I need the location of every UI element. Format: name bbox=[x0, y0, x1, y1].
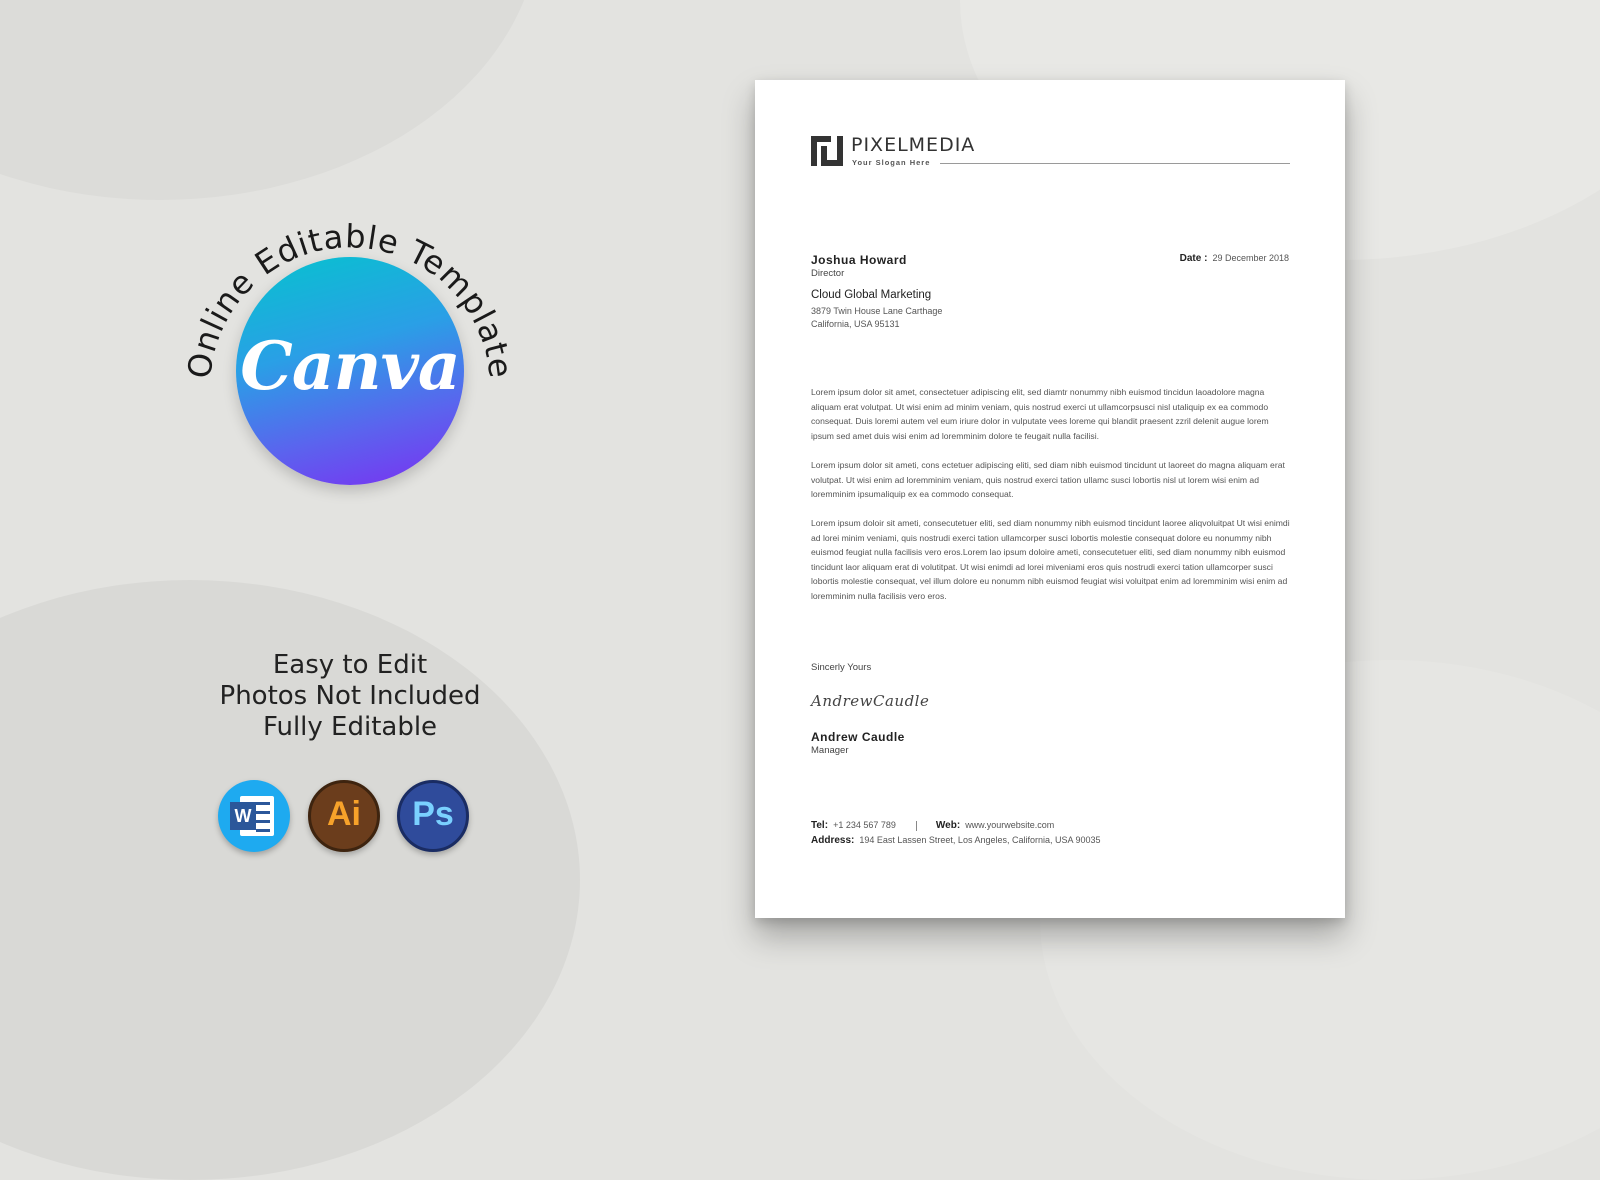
feature-list bbox=[180, 650, 520, 743]
background-shape bbox=[0, 0, 540, 200]
photoshop-icon-label: Ps bbox=[412, 795, 454, 833]
canva-wordmark: Canva bbox=[240, 327, 460, 405]
recipient-company: Cloud Global Marketing bbox=[811, 289, 932, 301]
header-divider bbox=[940, 163, 1290, 164]
recipient-address-line: California, USA 95131 bbox=[811, 319, 900, 329]
brand-slogan: Your Slogan Here bbox=[852, 158, 931, 167]
feature-item: Fully Editable bbox=[262, 712, 438, 742]
signature: AndrewCaudle bbox=[811, 692, 930, 710]
web-value: www.yourwebsite.com bbox=[965, 820, 1055, 830]
canva-badge bbox=[180, 205, 520, 545]
recipient-name: Joshua Howard bbox=[811, 253, 907, 267]
photoshop-icon bbox=[397, 780, 469, 852]
illustrator-icon bbox=[308, 780, 380, 852]
signer-title: Manager bbox=[811, 745, 849, 756]
brand-name: PIXELMEDIA bbox=[851, 134, 976, 156]
badge-text: Online Editable Template bbox=[180, 217, 520, 381]
recipient-address-line: 3879 Twin House Lane Carthage bbox=[811, 306, 943, 316]
canva-logo-icon bbox=[236, 257, 464, 485]
footer-separator bbox=[916, 821, 917, 831]
footer-contact bbox=[811, 820, 1054, 831]
footer-address bbox=[811, 835, 1101, 846]
app-icons bbox=[218, 780, 478, 856]
letter-date bbox=[1180, 253, 1289, 264]
tel-value: +1 234 567 789 bbox=[833, 820, 896, 830]
pixelmedia-logo-icon bbox=[811, 136, 843, 166]
letterhead-page bbox=[755, 80, 1345, 918]
illustrator-icon-label: Ai bbox=[327, 795, 361, 833]
recipient-title: Director bbox=[811, 268, 845, 279]
body-paragraph: Lorem ipsum doloir sit ameti, consecutetuer eliti, sed diam nonummy nibh euismod tincidunt laoree aliqvoluitpat Ut wisi enimdi ad lorei minim veniami, quis nostrudi exerci tation ullamcorper susci lobortis molestie consequat dolore eu nonummy nibh euismod feugiat nulla facilisis vero eros.Lorem lao ipsum doloire ameti, consecutetuer eliti, sed diam nonummy nibh euismod tincidunt laor aliquam erat di volutitpat. Ut wisi enimdi ad lorei miveniami eros quis nostrudi exerci tation ullamcorper susci lobortis molestie consequat, vel illum dolore eu nonumm nibh euismod feugiat wisi voluitpat enim ad loremminim wisi enim ad loremminim nulla facilisis vero eros. bbox=[811, 518, 1290, 601]
address-value: 194 East Lassen Street, Los Angeles, California, USA 90035 bbox=[859, 835, 1101, 845]
feature-item: Easy to Edit bbox=[272, 650, 428, 680]
tel-label: Tel: bbox=[811, 820, 829, 831]
signer-name: Andrew Caudle bbox=[811, 730, 905, 744]
body-paragraph: Lorem ipsum dolor sit ameti, cons ectetuer adipiscing eliti, sed diam nibh euismod tincidunt ut laoreet do magna aliquam erat volutpat. Ut wisi enim ad loremminim veniam, quis nostrud exerci tation ullamc susci lobortis nisl ut lorem wisi enim ad loremminim ipsumaliquip ex ea commodo consequat. bbox=[811, 460, 1285, 499]
date-value: 29 December 2018 bbox=[1212, 253, 1289, 263]
closing-line: Sincerly Yours bbox=[811, 662, 872, 673]
body-paragraph: Lorem ipsum dolor sit amet, consectetuer adipiscing elit, sed diamtr nonummy nibh euismod tincidun laoadolore magna aliquam erat volutpat. Ut wisi enim ad minim veniam, quis nostrud exerci ut ullamcorpsusci nisl utaliquip ex ea commodo consequat. Duis loremi autem vel eum iriure dolor in vulputate vees loreme qui blandit praesent zzril delenit augue lorem ipsum sed amet duis wisi enim ad loremminim dolore te feugait nulla facilisi. bbox=[811, 387, 1269, 441]
word-icon bbox=[218, 780, 290, 852]
date-label: Date : bbox=[1179, 253, 1208, 264]
word-icon-label: W bbox=[230, 802, 256, 830]
address-label: Address: bbox=[811, 835, 855, 846]
feature-item: Photos Not Included bbox=[219, 681, 481, 711]
web-label: Web: bbox=[935, 820, 961, 831]
